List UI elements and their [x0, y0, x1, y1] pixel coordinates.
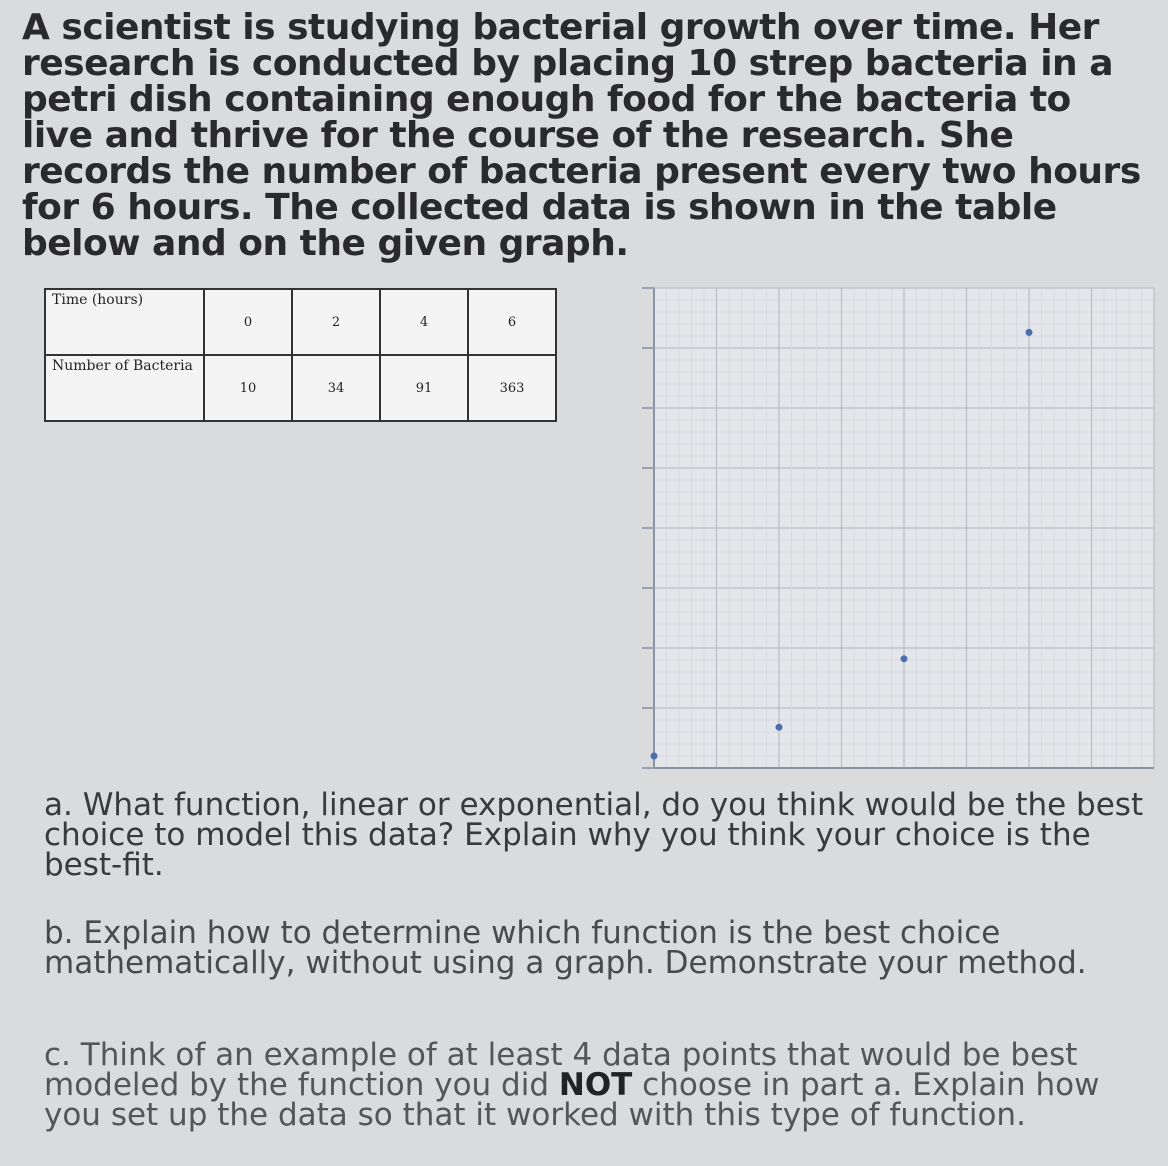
- data-point: [651, 753, 658, 760]
- count-cell: 91: [380, 355, 468, 421]
- question-a: [44, 787, 1144, 883]
- data-point: [776, 724, 783, 731]
- question-a-text: a. What function, linear or exponential, do you think would be the best choice to model this data? Explain why you think your choice is the best-fit.: [44, 787, 1144, 883]
- table-row-bacteria: [45, 355, 556, 421]
- time-cell: 6: [468, 289, 556, 355]
- count-cell: 363: [468, 355, 556, 421]
- table-row-time: [45, 289, 556, 355]
- row-label-bacteria: Number of Bacteria: [45, 355, 204, 421]
- time-cell: 2: [292, 289, 380, 355]
- question-c-not: NOT: [558, 1067, 633, 1103]
- problem-intro: A scientist is studying bacterial growth over time. Her research is conducted by placing 10 strep bacteria in a petri dish containing enough food for the bacteria to live and thrive for the course of the research. She records the number of bacteria present every two hours for 6 hours. The collected data is shown in the table below and on the given graph.: [22, 7, 1141, 264]
- time-cell: 4: [380, 289, 468, 355]
- count-cell: 34: [292, 355, 380, 421]
- graph-grid: [642, 288, 1154, 768]
- question-c: [44, 1037, 1144, 1133]
- data-table: [44, 288, 557, 422]
- data-point: [1026, 329, 1033, 336]
- count-cell: 10: [204, 355, 292, 421]
- question-b: [44, 915, 1144, 981]
- question-c-text: [44, 1037, 1144, 1133]
- question-c-part1: c. Think of an example of at least 4 data points that would be best modeled by the function you did: [44, 1037, 1078, 1103]
- scatter-graph: [598, 280, 1162, 780]
- question-b-text: b. Explain how to determine which function is the best choice mathematically, without using a graph. Demonstrate your method.: [44, 915, 1087, 981]
- data-point: [901, 655, 908, 662]
- time-cell: 0: [204, 289, 292, 355]
- row-label-time: Time (hours): [45, 289, 204, 355]
- question-c-part2: choose in part a. Explain how you set up the data so that it worked with this type of function.: [44, 1067, 1100, 1133]
